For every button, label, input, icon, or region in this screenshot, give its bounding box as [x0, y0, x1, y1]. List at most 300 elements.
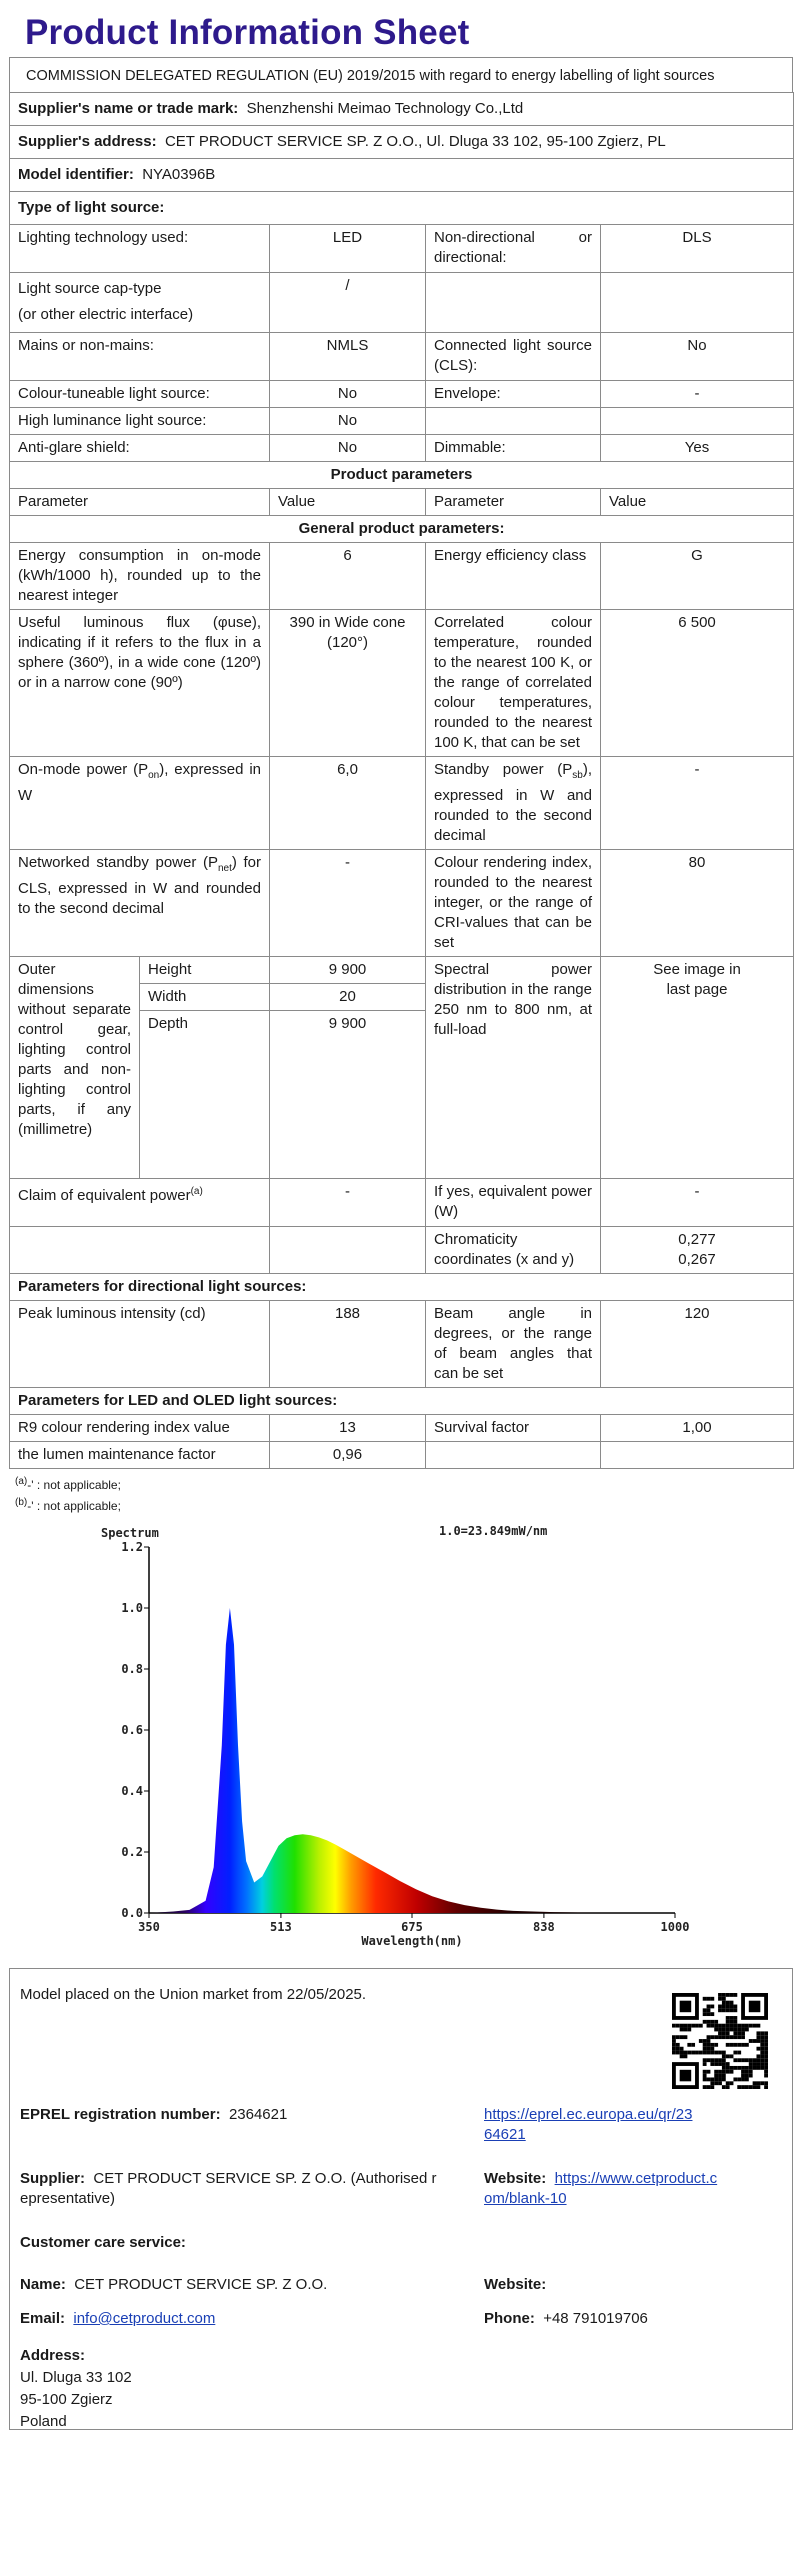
qr-module [718, 2024, 722, 2028]
empty-cell [426, 1442, 601, 1469]
qr-module [707, 2012, 711, 2016]
qr-module [707, 2005, 711, 2009]
type-value [601, 408, 794, 435]
footnote-mark: (b) [15, 1497, 28, 1508]
qr-module [722, 2054, 726, 2058]
qr-module [695, 2024, 699, 2028]
qr-module [714, 2024, 718, 2028]
qr-module [680, 2054, 684, 2058]
type-label [426, 408, 601, 435]
qr-module [722, 1993, 726, 1997]
qr-module [680, 2047, 684, 2051]
qr-module [703, 2070, 707, 2074]
qr-module [749, 2066, 753, 2070]
qr-module [722, 2074, 726, 2078]
depth-label: Depth [140, 1011, 270, 1179]
y-tick-label: 0.2 [121, 1845, 143, 1859]
spectrum-chart [9, 1515, 793, 1960]
qr-module [714, 2062, 718, 2066]
qr-module [699, 2024, 703, 2028]
efficiency-value: G [601, 543, 794, 610]
height-value: 9 900 [270, 957, 426, 984]
qr-module [753, 2081, 757, 2085]
x-tick-label: 838 [533, 1920, 555, 1934]
depth-value: 9 900 [270, 1011, 426, 1179]
qr-module [749, 2070, 753, 2074]
qr-module [672, 2051, 676, 2055]
eprel-label: EPREL registration number: [20, 2106, 221, 2123]
flux-value: 390 in Wide cone (120°) [270, 610, 426, 757]
qr-module [753, 2024, 757, 2028]
care-heading: Customer care service: [20, 2234, 186, 2251]
website-link-2[interactable]: om/blank-10 [484, 2190, 567, 2207]
qr-module [722, 2035, 726, 2039]
type-label: Anti-glare shield: [10, 435, 270, 462]
cri-value: 80 [601, 850, 794, 957]
qr-module [753, 2058, 757, 2062]
pnet-text-2: ) for CLS, expressed in W and rounded to the second decimal [18, 854, 261, 917]
eprel-link-part2[interactable]: 64621 [484, 2126, 526, 2143]
qr-module [714, 2077, 718, 2081]
qr-module [764, 2047, 768, 2051]
chart-annotation: 1.0=23.849mW/nm [439, 1524, 548, 1538]
qr-module [722, 2085, 726, 2089]
qr-module [707, 2024, 711, 2028]
phone-value: +48 791019706 [543, 2310, 648, 2327]
type-label: Mains or non-mains: [10, 333, 270, 381]
qr-module [741, 2028, 745, 2032]
qr-module [718, 2058, 722, 2062]
type-label: Envelope: [426, 381, 601, 408]
qr-module [676, 2051, 680, 2055]
qr-module [684, 2028, 688, 2032]
address-line-2: 95-100 Zgierz [20, 2391, 113, 2408]
table-row [10, 381, 794, 408]
x-axis-label: Wavelength(nm) [361, 1934, 463, 1948]
qr-module [737, 2066, 741, 2070]
page-title: Product Information Sheet [25, 13, 470, 52]
product-params-heading: Product parameters [10, 462, 794, 489]
qr-module [710, 2047, 714, 2051]
width-value: 20 [270, 984, 426, 1011]
table-row [10, 1415, 794, 1442]
qr-module [680, 2035, 684, 2039]
qr-module [764, 2051, 768, 2055]
spectrum-area [149, 1608, 675, 1913]
cap-type-label: Light source cap-type [18, 280, 162, 297]
qr-module [718, 2074, 722, 2078]
address-line-1: Ul. Dluga 33 102 [20, 2369, 132, 2386]
qr-module [714, 2035, 718, 2039]
qr-module [718, 2028, 722, 2032]
qr-module [718, 2077, 722, 2081]
col-header-value: Value [270, 489, 426, 516]
website-label: Website: [484, 2170, 547, 2187]
qr-module [760, 2035, 764, 2039]
qr-module [703, 2074, 707, 2078]
qr-module [703, 2039, 707, 2043]
width-label: Width [140, 984, 270, 1011]
energy-label: Energy consumption in on-mode (kWh/1000 h), rounded up to the nearest integer [10, 543, 270, 610]
qr-module [718, 1993, 722, 1997]
address-line-3: Poland [20, 2413, 67, 2430]
table-row [10, 273, 794, 333]
ifyes-value: - [601, 1179, 794, 1227]
pon-sub: on [148, 770, 160, 781]
qr-module [741, 2043, 745, 2047]
qr-module [737, 2051, 741, 2055]
table-row [10, 757, 794, 850]
eprel-link[interactable] [484, 2105, 764, 2145]
qr-module [680, 2024, 684, 2028]
qr-module [726, 2005, 730, 2009]
qr-module [737, 2085, 741, 2089]
qr-module [710, 2085, 714, 2089]
type-value: No [270, 435, 426, 462]
care-website-label: Website: [484, 2276, 547, 2293]
footnote-mark: (a) [15, 1476, 28, 1487]
qr-module [730, 2008, 734, 2012]
qr-module [730, 2016, 734, 2020]
qr-module [691, 2051, 695, 2055]
qr-module [672, 2035, 676, 2039]
qr-module [726, 2062, 730, 2066]
qr-module [733, 2008, 737, 2012]
qr-module [703, 2047, 707, 2051]
qr-module [707, 2043, 711, 2047]
qr-module [699, 2051, 703, 2055]
qr-module [726, 2066, 730, 2070]
qr-module [703, 2062, 707, 2066]
website-link[interactable]: https://www.cetproduct.c [554, 2170, 718, 2187]
type-label: Dimmable: [426, 435, 601, 462]
qr-module [710, 2020, 714, 2024]
cct-value: 6 500 [601, 610, 794, 757]
qr-module [672, 2043, 676, 2047]
equiv-text: Claim of equivalent power [18, 1187, 191, 1204]
qr-module [733, 1993, 737, 1997]
qr-module [726, 2024, 730, 2028]
qr-module [680, 2001, 692, 2013]
qr-module [764, 2070, 768, 2074]
qr-module [741, 2024, 745, 2028]
qr-module [722, 2051, 726, 2055]
qr-module [726, 2016, 730, 2020]
email-label: Email: [20, 2310, 66, 2327]
type-label: Lighting technology used: [10, 225, 270, 273]
qr-module [760, 2051, 764, 2055]
type-label: Colour-tuneable light source: [10, 381, 270, 408]
info-table [9, 92, 794, 1469]
qr-module [745, 2074, 749, 2078]
table-row [10, 957, 794, 984]
table-row [10, 408, 794, 435]
table-row [10, 225, 794, 273]
qr-module [722, 2005, 726, 2009]
supplier-label: Supplier's name or trade mark: [18, 100, 239, 117]
footnote-text: -' : not applicable; [27, 1478, 121, 1492]
qr-module [764, 2085, 768, 2089]
qr-module [756, 2058, 760, 2062]
qr-module [722, 2031, 726, 2035]
qr-module [718, 2008, 722, 2012]
qr-module [722, 2024, 726, 2028]
qr-module [707, 2008, 711, 2012]
address-value: CET PRODUCT SERVICE SP. Z O.O., Ul. Dluga 33 102, 95-100 Zgierz, PL [164, 133, 666, 150]
cap-type-label-2: (or other electric interface) [18, 306, 194, 323]
y-tick-label: 0.0 [121, 1906, 143, 1920]
qr-module [749, 2024, 753, 2028]
qr-module [687, 2024, 691, 2028]
placed-on-market: Model placed on the Union market from 22/05/2025. [20, 1986, 367, 2003]
qr-module [718, 2081, 722, 2085]
type-value: No [601, 333, 794, 381]
qr-code-icon[interactable] [672, 1993, 768, 2089]
qr-module [733, 2051, 737, 2055]
qr-module [764, 2031, 768, 2035]
qr-module [714, 2070, 718, 2074]
qr-module [680, 2028, 684, 2032]
qr-module [760, 2066, 764, 2070]
footnote [9, 1473, 793, 1494]
model-label: Model identifier: [18, 166, 134, 183]
qr-module [718, 2031, 722, 2035]
address-heading: Address: [20, 2347, 86, 2364]
qr-module [733, 2016, 737, 2020]
section-heading-row [10, 1274, 794, 1301]
peak-intensity-label: Peak luminous intensity (cd) [10, 1301, 270, 1388]
type-label [426, 273, 601, 333]
equiv-power-value: - [270, 1179, 426, 1227]
peak-intensity-value: 188 [270, 1301, 426, 1388]
qr-module [672, 2047, 676, 2051]
on-mode-power-value: 6,0 [270, 757, 426, 850]
eprel-value: 2364621 [228, 2106, 288, 2123]
ifyes-label: If yes, equivalent power (W) [426, 1179, 601, 1227]
type-value: / [270, 273, 426, 333]
table-row [10, 850, 794, 957]
qr-module [687, 2028, 691, 2032]
psb-text-2: ), expressed in W and rounded to the second decimal [434, 761, 592, 844]
qr-module [726, 1993, 730, 1997]
qr-module [714, 2043, 718, 2047]
qr-module [756, 2085, 760, 2089]
qr-module [703, 2058, 707, 2062]
table-row [10, 1442, 794, 1469]
eprel-link-part1[interactable]: https://eprel.ec.europa.eu/qr/23 [484, 2106, 693, 2123]
beam-angle-value: 120 [601, 1301, 794, 1388]
qr-module [749, 2074, 753, 2078]
qr-module [726, 2008, 730, 2012]
qr-module [703, 2012, 707, 2016]
qr-module [718, 2062, 722, 2066]
qr-module [741, 2058, 745, 2062]
qr-module [737, 2028, 741, 2032]
qr-module [737, 2043, 741, 2047]
qr-module [730, 2070, 734, 2074]
qr-module [756, 2062, 760, 2066]
type-heading: Type of light source: [10, 192, 794, 225]
type-value [601, 273, 794, 333]
qr-module [753, 2085, 757, 2089]
qr-module [714, 2081, 718, 2085]
standby-power-value: - [601, 757, 794, 850]
qr-module [726, 2028, 730, 2032]
empty-cell [10, 1227, 270, 1274]
qr-module [730, 2028, 734, 2032]
qr-module [718, 2051, 722, 2055]
qr-module [726, 2035, 730, 2039]
qr-module [745, 2085, 749, 2089]
qr-module [672, 2024, 676, 2028]
qr-module [703, 2051, 707, 2055]
qr-module [714, 2074, 718, 2078]
qr-module [756, 2054, 760, 2058]
qr-module [699, 2039, 703, 2043]
qr-module [764, 2081, 768, 2085]
qr-module [741, 2066, 745, 2070]
qr-module [764, 2054, 768, 2058]
address-row [10, 126, 794, 159]
qr-module [756, 2035, 760, 2039]
pon-text-1: On-mode power (P [18, 761, 149, 778]
qr-module [741, 2074, 745, 2078]
qr-module [687, 2043, 691, 2047]
standby-power-label [426, 757, 601, 850]
qr-module [733, 2020, 737, 2024]
type-label [10, 273, 270, 333]
flux-label: Useful luminous flux (φuse), indicating if it refers to the flux in a sphere (360º), in a wide cone (120º) or in a narrow cone (90º) [10, 610, 270, 757]
qr-module [730, 2024, 734, 2028]
qr-module [760, 2043, 764, 2047]
qr-module [707, 2058, 711, 2062]
efficiency-label: Energy efficiency class [426, 543, 601, 610]
pon-text-2: ), expressed in W [18, 761, 261, 804]
dimensions-label: Outer dimensions without separate control gear, lighting control parts and non-lighting control parts, if any (millimetre) [10, 957, 140, 1179]
qr-module [710, 2051, 714, 2055]
qr-module [722, 2062, 726, 2066]
qr-module [760, 2054, 764, 2058]
card-supplier-label: Supplier: [20, 2170, 86, 2187]
footnote [9, 1494, 793, 1515]
qr-module [710, 2024, 714, 2028]
qr-module [749, 2058, 753, 2062]
psb-sub: sb [572, 770, 583, 781]
qr-module [730, 1993, 734, 1997]
registration-card [9, 1968, 793, 2430]
qr-module [718, 2005, 722, 2009]
qr-module [764, 2035, 768, 2039]
qr-module [749, 2062, 753, 2066]
qr-module [726, 2001, 730, 2005]
footnote-text: -' : not applicable; [27, 1499, 121, 1513]
equiv-sup: (a) [190, 1186, 203, 1197]
qr-module [764, 2058, 768, 2062]
type-value: DLS [601, 225, 794, 273]
chroma-value [601, 1227, 794, 1274]
model-row [10, 159, 794, 192]
address-block [20, 2345, 132, 2433]
qr-module [676, 2043, 680, 2047]
qr-module [722, 2058, 726, 2062]
networked-standby-label [10, 850, 270, 957]
directional-heading: Parameters for directional light sources: [10, 1274, 794, 1301]
spectrum-svg [9, 1515, 793, 1955]
qr-module [730, 2081, 734, 2085]
qr-module [756, 2039, 760, 2043]
qr-module [676, 2047, 680, 2051]
qr-module [710, 2062, 714, 2066]
qr-module [745, 2070, 749, 2074]
qr-module [707, 2070, 711, 2074]
qr-module [741, 2070, 745, 2074]
qr-module [691, 2024, 695, 2028]
column-headers [10, 489, 794, 516]
regulation-text: COMMISSION DELEGATED REGULATION (EU) 2019/2015 with regard to energy labelling of light sources [9, 57, 793, 92]
qr-module [760, 2081, 764, 2085]
qr-module [756, 2047, 760, 2051]
name-label: Name: [20, 2276, 66, 2293]
table-row [10, 1227, 794, 1274]
survival-label: Survival factor [426, 1415, 601, 1442]
qr-module [695, 2051, 699, 2055]
table-row [10, 1301, 794, 1388]
supplier-row [10, 93, 794, 126]
cct-label: Correlated colour temperature, rounded to the nearest 100 K, or the range of correlated colour temperatures, rounded to the nearest 100 K, that can be set [426, 610, 601, 757]
qr-module [722, 2028, 726, 2032]
table-row [10, 1179, 794, 1227]
qr-module [707, 2047, 711, 2051]
qr-module [741, 2031, 745, 2035]
qr-module [710, 2012, 714, 2016]
info-sheet [9, 0, 793, 2430]
qr-module [760, 2031, 764, 2035]
qr-module [684, 2035, 688, 2039]
qr-module [745, 2077, 749, 2081]
qr-module [760, 2058, 764, 2062]
qr-module [756, 2031, 760, 2035]
type-label: High luminance light source: [10, 408, 270, 435]
qr-module [756, 2066, 760, 2070]
qr-module [733, 2005, 737, 2009]
qr-module [710, 2077, 714, 2081]
qr-module [703, 2008, 707, 2012]
qr-module [710, 2058, 714, 2062]
qr-module [703, 2020, 707, 2024]
col-header-parameter: Parameter [10, 489, 270, 516]
qr-module [680, 2070, 692, 2082]
qr-module [730, 2005, 734, 2009]
empty-cell [270, 1227, 426, 1274]
height-label: Height [140, 957, 270, 984]
qr-module [745, 2024, 749, 2028]
type-value: Yes [601, 435, 794, 462]
qr-module [737, 2031, 741, 2035]
phone-label: Phone: [484, 2310, 535, 2327]
type-value: No [270, 408, 426, 435]
type-label: Non-directional or directional: [426, 225, 601, 273]
qr-module [737, 2077, 741, 2081]
y-tick-label: 1.2 [121, 1540, 143, 1554]
qr-module [749, 2001, 761, 2013]
qr-module [676, 2024, 680, 2028]
qr-module [710, 2081, 714, 2085]
qr-module [753, 2066, 757, 2070]
email-link[interactable]: info@cetproduct.com [73, 2310, 216, 2327]
x-tick-label: 350 [138, 1920, 160, 1934]
led-heading: Parameters for LED and OLED light sources: [10, 1388, 794, 1415]
r9-value: 13 [270, 1415, 426, 1442]
